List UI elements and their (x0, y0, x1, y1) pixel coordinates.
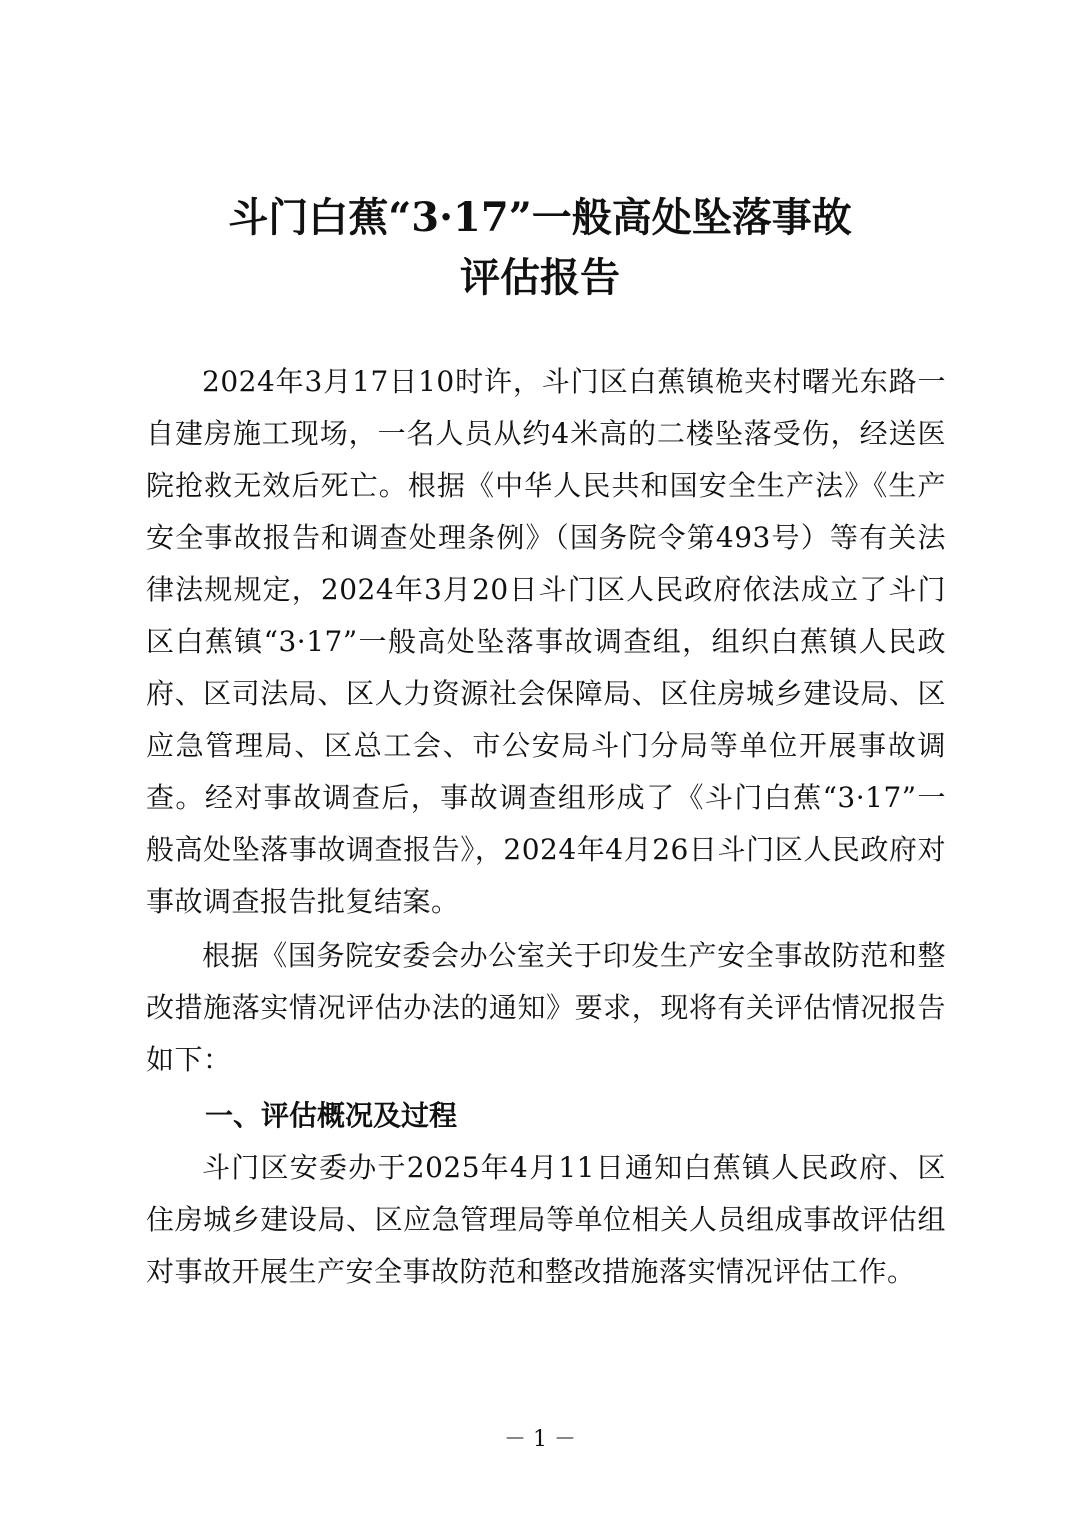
document-title (100, 188, 980, 308)
section-1-paragraph: 斗门区安委办于2025年4月11日通知白蕉镇人民政府、区住房城乡建设局、区应急管理局等单位相关人员组成事故评估组对事故开展生产安全事故防范和整改措施落实情况评估工作。 (146, 1151, 946, 1288)
body-paragraph-1: 2024年3月17日10时许，斗门区白蕉镇桅夹村曙光东路一自建房施工现场，一名人员从约4米高的二楼坠落受伤，经送医院抢救无效后死亡。根据《中华人民共和国安全生产法》《生产安全事故报告和调查处理条例》（国务院令第493号）等有关法律法规规定，2024年3月20日斗门区人民政府依法成立了斗门区白蕉镇“3·17”一般高处坠落事故调查组，组织白蕉镇人民政府、区司法局、区人力资源社会保障局、区住房城乡建设局、区应急管理局、区总工会、市公安局斗门分局等单位开展事故调查。经对事故调查后，事故调查组形成了《斗门白蕉“3·17”一般高处坠落事故调查报告》，2024年4月26日斗门区人民政府对事故调查报告批复结案。 (146, 365, 946, 918)
body-paragraph-2: 根据《国务院安委会办公室关于印发生产安全事故防范和整改措施落实情况评估办法的通知》要求，现将有关评估情况报告如下： (146, 939, 946, 1076)
title-line-2: 评估报告 (460, 254, 620, 301)
section-heading-1: 一、评估概况及过程 (205, 1099, 458, 1132)
title-line-1: 斗门白蕉“3·17”一般高处坠落事故 (228, 194, 852, 241)
page-number: － 1 － (504, 1427, 576, 1452)
